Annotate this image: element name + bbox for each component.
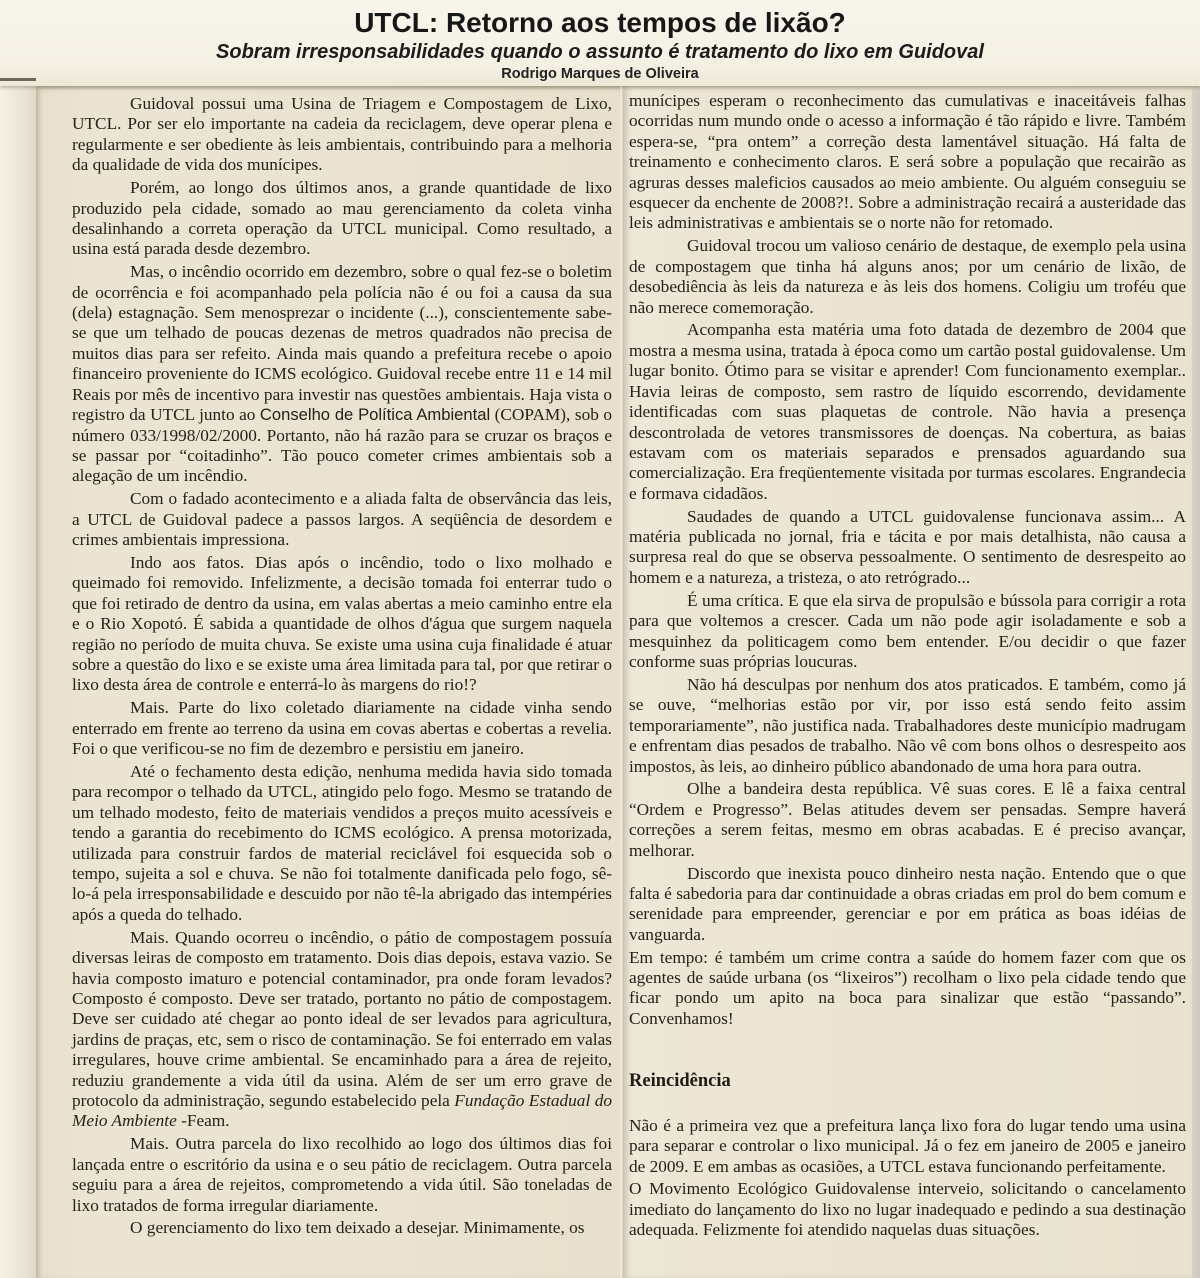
paper-crease bbox=[0, 78, 36, 81]
text-run: Mas, o incêndio ocorrido em dezembro, sobre o qual fez-se o boletim de ocorrência e foi acompanhado pela polícia não é ou foi a causa da sua (dela) estagnação. Sem menosprezar o incidente (...), conscientemente sabe-se que um telhado de poucas dezenas de metros quadrados não precisa de muitos dias para ser refeito. Ainda mais quando a prefeitura recebe o apoio financeiro proveniente do ICMS ecológico. Guidoval recebe entre 11 e 14 mil Reais por mês de incentivo para investir nas questões ambientais. Haja vista o registro da UTCL junto ao bbox=[72, 262, 612, 425]
paragraph bbox=[72, 928, 612, 1132]
text-run-sans: Conselho de Política Ambiental bbox=[259, 405, 491, 425]
paragraph: Mais. Parte do lixo coletado diariamente na cidade vinha sendo enterrado em frente ao terreno da usina em covas abertas e cobertas a revelia. Foi o que verificou-se no fim de dezembro e persistiu em janeiro. bbox=[72, 698, 612, 759]
article-subtitle: Sobram irresponsabilidades quando o assunto é tratamento do lixo em Guidoval bbox=[216, 41, 984, 63]
paragraph: Olhe a bandeira desta república. Vê suas cores. E lê a faixa central “Ordem e Progresso”. Belas atitudes devem ser pensadas. Sempre haverá correções a serem feitas, mesmo em obras acabadas. E é preciso avançar, melhorar. bbox=[629, 779, 1186, 860]
paragraph: O Movimento Ecológico Guidovalense interveio, solicitando o cancelamento imediato do lançamento do lixo no lugar inadequado e pedindo a sua destinação adequada. Felizmente foi atendido naquelas duas situações. bbox=[629, 1179, 1186, 1240]
paper-edge-left bbox=[0, 0, 36, 1278]
section-heading: Reincidência bbox=[629, 1071, 731, 1092]
paragraph: Com o fadado acontecimento e a aliada falta de observância das leis, a UTCL de Guidoval padece a passos largos. A seqüência de desordem e crimes ambientais impressiona. bbox=[72, 489, 612, 550]
paragraph: É uma crítica. E que ela sirva de propulsão e bússola para corrigir a rota para que voltemos a crescer. Cada um não pode agir isoladamente e sob a mesquinhez da politicagem como bem entender. E/ou decidir o que fazer conforme suas próprias loucuras. bbox=[629, 590, 1186, 671]
paragraph: Até o fechamento desta edição, nenhuma medida havia sido tomada para recompor o telhado da UTCL, atingido pelo fogo. Mesmo se tratando de um telhado modesto, feito de materiais vendidos a preços muito acessíveis e tendo a garantia do recebimento do ICMS ecológico. A prensa motorizada, utilizada para construir fardos de material reciclável foi esquecida sob o tempo, sujeita a sol e chuva. Se não foi totalmente danificada pelo fogo, sê-lo-á pela irresponsabilidade e descuido por não tê-la abrigado das intempéries após a queda do telhado. bbox=[72, 762, 612, 924]
paragraph: Saudades de quando a UTCL guidovalense funcionava assim... A matéria publicada no jornal, fria e tácita e por mais detalhista, não causa a surpresa real do que se observa pessoalmente. O sentimento de desrespeito ao homem e a natureza, a tristeza, o ato retrógrado... bbox=[629, 506, 1186, 587]
right-column-sheet bbox=[622, 86, 1192, 1278]
left-column-sheet bbox=[36, 86, 620, 1278]
text-run-italic: Fundação Estadual do Meio Ambiente bbox=[72, 1091, 612, 1131]
article-byline: Rodrigo Marques de Oliveira bbox=[501, 66, 699, 82]
paragraph: Guidoval trocou um valioso cenário de destaque, de exemplo pela usina de compostagem que tinha há alguns anos; por um cenário de lixão, de desobediência às leis da natureza e às leis dos homens. Coligiu um troféu que não merece comemoração. bbox=[629, 236, 1186, 317]
text-run: -Feam. bbox=[176, 1111, 230, 1131]
paragraph: Discordo que inexista pouco dinheiro nesta nação. Entendo que o que falta é sabedoria para dar continuidade a obras criadas em prol do bem comum e serenidade para empreender, gerenciar e por em prática as boas idéias de vanguarda. bbox=[629, 863, 1186, 944]
paragraph: Acompanha esta matéria uma foto datada de dezembro de 2004 que mostra a mesma usina, tratada à época como um cartão postal guidovalense. Um lugar bonito. Ótimo para se visitar e aprender! Com funcionamento exemplar.. Havia leiras de composto, sem rastro de líquido escorrendo, devidamente identificadas com suas plaquetas de controle. Não havia a presença descontrolada de vetores transmissores de doenças. Na cobertura, as baias estavam com os materiais separados e prensados aguardando sua comercialização. Era freqüentemente visitada por turmas escolares. Engrandecia e formava cidadãos. bbox=[629, 320, 1186, 503]
article-title: UTCL: Retorno aos tempos de lixão? bbox=[354, 7, 846, 38]
paragraph: munícipes esperam o reconhecimento das cumulativas e inaceitáveis falhas ocorridas num mundo onde o acesso a informação é tão rápido e livre. Também espera-se, “pra ontem” a correção desta lamentável situação. Há falta de treinamento e conhecimento claros. E será sobre a população que recairão as agruras desses maleficios causados ao meio ambiente. Ou alguém conseguiu se esquecer da enchente de 2008?!. Sobre a administração recairá a austeridade das leis administrativas e ambientais se o norte não for retomado. bbox=[629, 91, 1186, 233]
paragraph: Porém, ao longo dos últimos anos, a grande quantidade de lixo produzido pela cidade, somado ao mau gerenciamento da coleta vinha desalinhando a correta operação da UTCL municipal. Como resultado, a usina está parada desde dezembro. bbox=[72, 178, 612, 259]
paragraph: Guidoval possui uma Usina de Triagem e Compostagem de Lixo, UTCL. Por ser elo importante na cadeia da reciclagem, deve operar plena e regularmente e ser obediente às leis ambientais, contribuindo para a melhoria da qualidade de vida dos munícipes. bbox=[72, 94, 612, 175]
article-header bbox=[0, 0, 1200, 86]
text-run: (COPAM), sob o número 033/1998/02/2000. Portanto, não há razão para se cruzar os braços e se passar por “coitadinho”. Tão pouco cometer crimes ambientais sob a alegação de um incêndio. bbox=[72, 405, 613, 486]
paragraph: Em tempo: é também um crime contra a saúde do homem fazer com que os agentes de saúde urbana (os “lixeiros”) recolham o lixo pela cidade tendo que ficar pondo um apito na boca para sinalizar que estão “passando”. Convenhamos! bbox=[629, 947, 1186, 1028]
paragraph: Mais. Outra parcela do lixo recolhido ao logo dos últimos dias foi lançada entre o escritório da usina e o seu pátio de reciclagem. Outra parcela seguiu para a área de rejeitos, comprometendo a vida útil. São toneladas de lixo tratados de forma irregular diariamente. bbox=[72, 1134, 612, 1215]
paragraph: Não é a primeira vez que a prefeitura lança lixo fora do lugar tendo uma usina para separar e controlar o lixo municipal. Já o fez em janeiro de 2005 e janeiro de 2009. E em ambas as ocasiões, a UTCL estava funcionando perfeitamente. bbox=[629, 1115, 1186, 1176]
paragraph: Não há desculpas por nenhum dos atos praticados. E também, como já se ouve, “melhorias estão por vir, por isso está sendo feito assim temporariamente”, não justifica nada. Trabalhadores deste município madrugam e enfrentam dias pesados de trabalho. Não vê com bons olhos o desrespeito aos impostos, às leis, ao dinheiro público abandonado de uma hora para outra. bbox=[629, 674, 1186, 776]
paragraph: O gerenciamento do lixo tem deixado a desejar. Minimamente, os bbox=[130, 1218, 585, 1238]
paragraph: Indo aos fatos. Dias após o incêndio, todo o lixo molhado e queimado foi removido. Infelizmente, a decisão tomada foi enterrar tudo o que foi retirado de dentro da usina, em valas abertas a meio caminho entre ela e o Rio Xopotó. É sabida a quantidade de olhos d'água que surgem naquela região no período de muita chuva. Se existe uma usina cuja finalidade é atuar sobre a questão do lixo e se existe uma área limitada para tal, por que retirar o lixo desta área de controle e enterrá-lo às margens do rio!? bbox=[72, 552, 612, 695]
paragraph bbox=[72, 262, 612, 486]
text-run: Mais. Quando ocorreu o incêndio, o pátio de compostagem possuía diversas leiras de composto em tratamento. Dois dias depois, estava vazio. Se havia composto imaturo e potencial contaminador, pra onde foram levados? Composto é composto. Deve ser tratado, portanto no pátio de compostagem. Deve ser cuidado até chegar ao ponto ideal de ser levados para agricultura, jardins de praças, etc, sem o risco de contaminação. Se foi enterrado em valas irregulares, houve crime ambiental. Se encaminhado para a área de rejeito, reduziu grandemente a vida útil da usina. Além de ser um erro grave de protocolo da administração, segundo estabelecido pela bbox=[72, 927, 612, 1110]
